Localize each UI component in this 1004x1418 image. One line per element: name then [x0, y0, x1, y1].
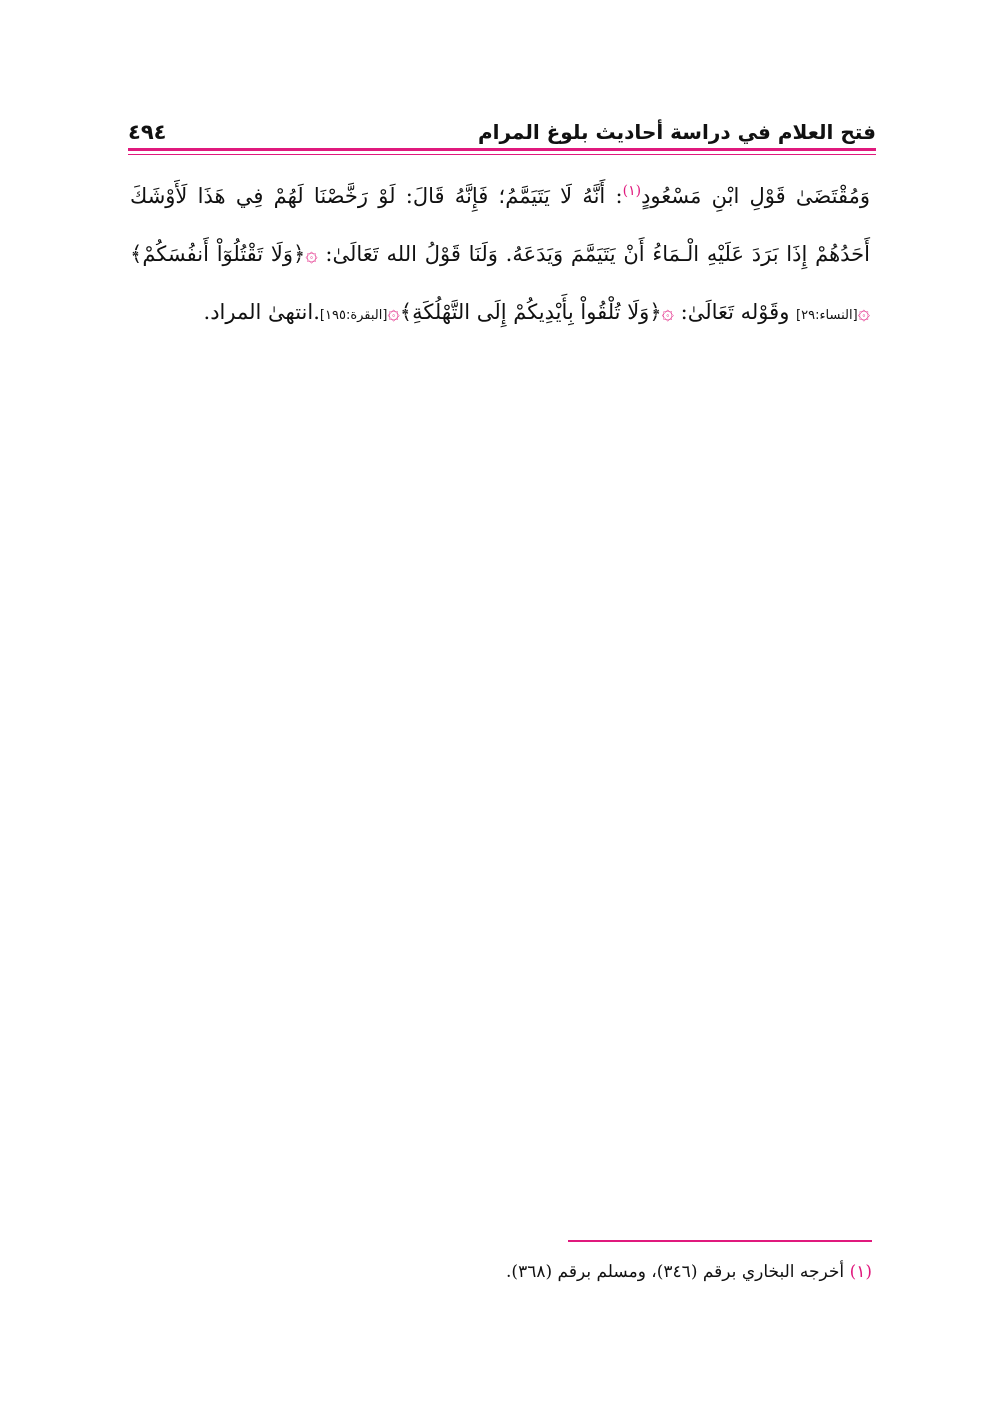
verse-ornament-close: ۞ — [857, 300, 870, 324]
verse-ornament-open: ۞ — [661, 300, 674, 324]
footnote-separator — [568, 1240, 872, 1242]
verse-ornament-close: ۞ — [387, 300, 400, 324]
footnote-text: أخرجه البخاري برقم (٣٤٦)، ومسلم برقم (٣٦٨). — [506, 1262, 850, 1282]
verse-bracket-close: ﴾ — [399, 300, 413, 324]
verse-bracket-open: ﴿ — [293, 242, 306, 266]
running-header — [128, 108, 876, 144]
text-segment: : أَنَّهُ لَا يَتَيَمَّمُ؛ فَإِنَّهُ قَالَ: لَوْ رَخَّصْنَا لَهُمْ فِي هَذَا لَأَوْشَكَ أَحَدُهُمْ إِذَا بَرَدَ عَلَيْهِ الْـمَاءُ أَنْ يَتَيَمَّمَ وَيَدَعَهُ. وَلَنَا قَوْلُ الله تَعَالَىٰ: — [130, 184, 870, 266]
verse-reference: [البقرة:١٩٥] — [319, 308, 388, 323]
text-segment: وقَوْله تَعَالَىٰ: — [673, 300, 797, 324]
text-segment: .انتهىٰ المراد. — [203, 300, 320, 324]
quran-verse: وَلَا تُلْقُواْ بِأَيْدِيكُمْ إِلَى التَّهْلُكَةِ — [412, 300, 650, 324]
footnote — [130, 1258, 872, 1286]
verse-reference: [النساء:٢٩] — [796, 308, 858, 323]
footnote-marker[interactable]: (١) — [622, 183, 642, 199]
header-rule-thin — [128, 154, 876, 155]
verse-ornament-open: ۞ — [305, 242, 318, 266]
text-segment: وَمُقْتَضَىٰ قَوْلِ ابْنِ مَسْعُودٍ — [641, 184, 870, 208]
footnote-number: (١) — [849, 1262, 872, 1282]
page-number: ٤٩٤ — [128, 120, 167, 144]
verse-bracket-close: ﴾ — [130, 242, 143, 266]
paragraph — [130, 162, 870, 345]
main-text — [130, 162, 870, 345]
verse-bracket-open: ﴿ — [649, 300, 662, 324]
quran-verse: وَلَا تَقْتُلُوٓاْ أَنفُسَكُمْ — [142, 242, 294, 266]
header-rule-thick — [128, 148, 876, 151]
book-title: فتح العلام في دراسة أحاديث بلوغ المرام — [477, 120, 876, 144]
